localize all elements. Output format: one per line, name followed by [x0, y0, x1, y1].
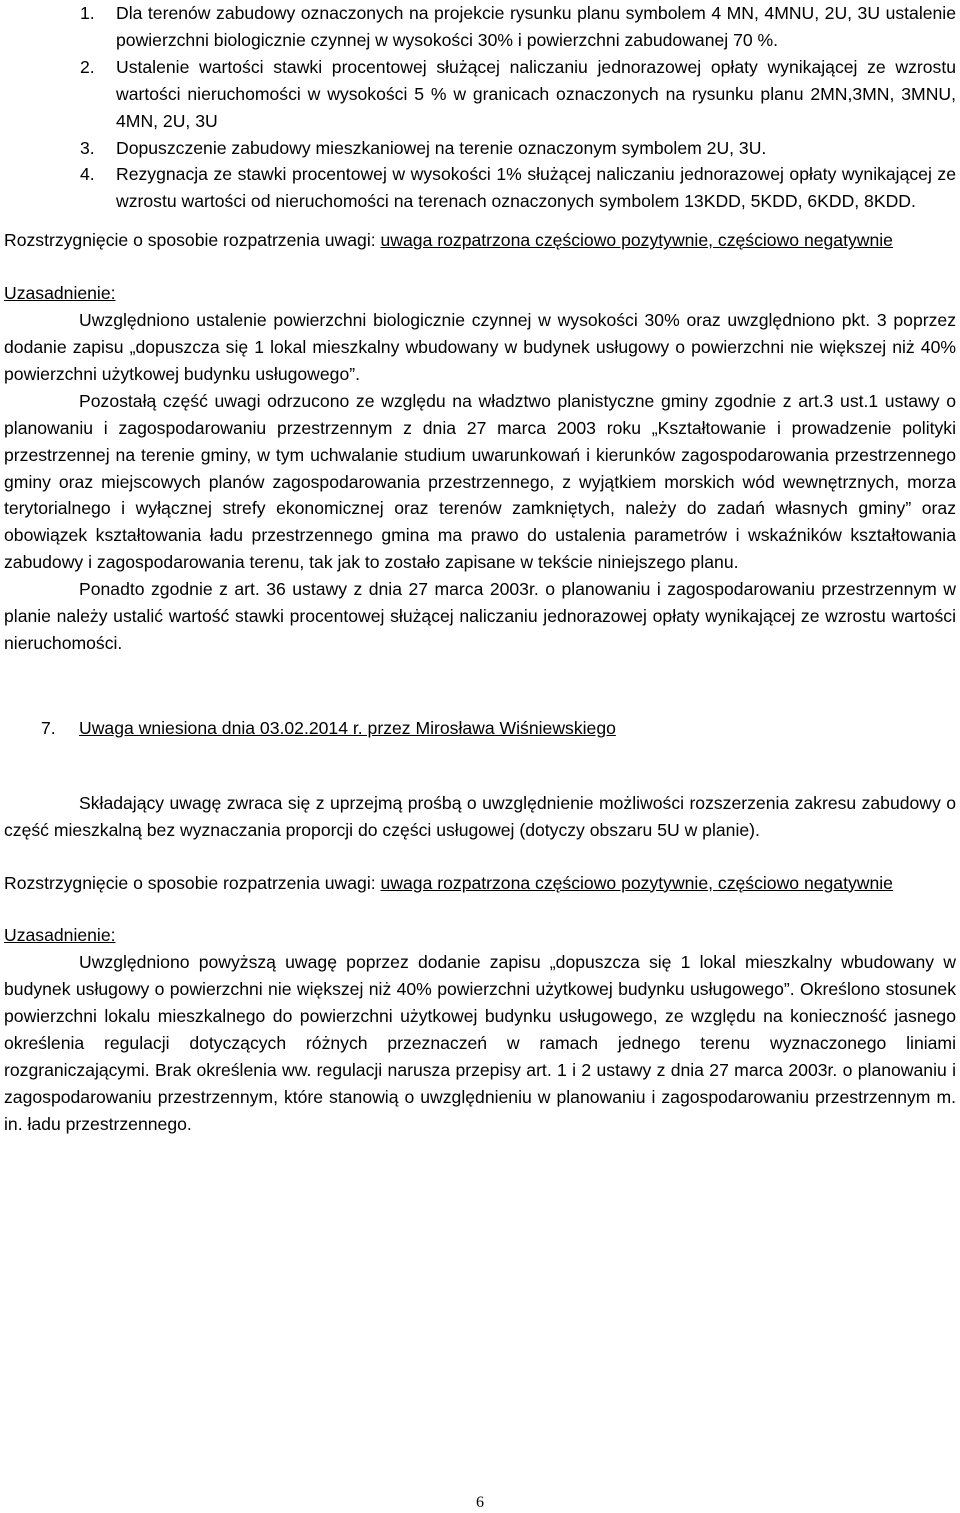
list-item [4, 161, 956, 215]
request-paragraph: Składający uwagę zwraca się z uprzejmą prośbą o uwzględnienie możliwości rozszerzenia zakresu zabudowy o część mieszkalną bez wyznaczania proporcji do części usługowej (dotyczy obszaru 5U w planie). [4, 792, 956, 840]
list-item [4, 0, 956, 54]
decision-value: uwaga rozpatrzona częściowo pozytywnie, częściowo negatywnie [380, 230, 893, 251]
justification-paragraph: Uwzględniono ustalenie powierzchni biologicznie czynnej w wysokości 30% oraz uwzględniono pkt. 3 poprzez dodanie zapisu „dopuszcza się 1 lokal mieszkalny wbudowany w budynek usługowy o powierzchni nie większej niż 40% powierzchni użytkowej budynku usługowego”. [4, 310, 956, 384]
remark-title: Uwaga wniesiona dnia 03.02.2014 r. przez Mirosława Wiśniewskiego [79, 717, 616, 738]
remark-heading [4, 715, 956, 742]
list-item-number: 2. [80, 56, 95, 77]
decision-paragraph [4, 227, 956, 254]
justification-label-line [4, 922, 956, 949]
list-item [4, 135, 956, 162]
justification-label: Uzasadnienie: [4, 925, 116, 946]
list-item-number: 3. [80, 137, 95, 158]
list-item-text: Dla terenów zabudowy oznaczonych na projekcie rysunku planu symbolem 4 MN, 4MNU, 2U, 3U ustalenie powierzchni biologicznie czynnej w wysokości 30% i powierzchni zabudowanej 70 %. [116, 3, 956, 50]
numbered-list [4, 0, 956, 215]
justification-paragraph: Pozostałą część uwagi odrzucono ze względu na władztwo planistyczne gminy zgodnie z art.3 ust.1 ustawy o planowaniu i zagospodarowaniu przestrzennym z dnia 27 marca 2003 roku „Kształtowanie i prowadzenie polityki przestrzennej na terenie gminy, w tym uchwalanie studium uwarunkowań i kierunków zagospodarowania przestrzennego gminy oraz miejscowych planów zagospodarowania przestrzennego, z wyjątkiem morskich wód wewnętrznych, morza terytorialnego i wyłącznej strefy ekonomicznej oraz terenów zamkniętych, należy do zadań własnych gminy” oraz obowiązek kształtowania ładu przestrzennego gmina ma prawo do ustalenia parametrów i wskaźników kształtowania zabudowy i zagospodarowania terenu, tak jak to zostało zapisane w tekście niniejszego planu. [4, 390, 956, 573]
decision-label: Rozstrzygnięcie o sposobie rozpatrzenia uwagi: [4, 872, 376, 893]
remark-number: 7. [41, 717, 56, 738]
justification-label: Uzasadnienie: [4, 283, 116, 304]
justification-label-line [4, 280, 956, 307]
list-item-text: Ustalenie wartości stawki procentowej służącej naliczaniu jednorazowej opłaty wynikającej ze wzrostu wartości nieruchomości w wysokości 5 % w granicach oznaczonych na rysunku planu 2MN,3MN, 3MNU, 4MN, 2U, 3U [116, 56, 956, 131]
decision-value: uwaga rozpatrzona częściowo pozytywnie, częściowo negatywnie [380, 872, 893, 893]
list-item-text: Dopuszczenie zabudowy mieszkaniowej na terenie oznaczonym symbolem 2U, 3U. [116, 137, 767, 158]
list-item-number: 4. [80, 164, 95, 185]
list-item [4, 54, 956, 135]
justification-paragraph: Uwzględniono powyższą uwagę poprzez dodanie zapisu „dopuszcza się 1 lokal mieszkalny wbudowany w budynek usługowy o powierzchni nie większej niż 40% powierzchni użytkowej budynku usługowego”. Określono stosunek powierzchni lokalu mieszkalnego do powierzchni użytkowej budynku usługowego, ze względu na konieczność jasnego określenia regulacji dotyczących różnych przeznaczeń w ramach jednego terenu wyznaczonego liniami rozgraniczającymi. Brak określenia ww. regulacji narusza przepisy art. 1 i 2 ustawy z dnia 27 marca 2003r. o planowaniu i zagospodarowaniu przestrzennym, które stanowią o uwzględnieniu w planowaniu i zagospodarowaniu przestrzennym m. in. ładu przestrzennego. [4, 952, 956, 1134]
decision-label: Rozstrzygnięcie o sposobie rozpatrzenia uwagi: [4, 230, 376, 251]
justification-paragraph: Ponadto zgodnie z art. 36 ustawy z dnia 27 marca 2003r. o planowaniu i zagospodarowaniu przestrzennym w planie należy ustalić wartość stawki procentowej służącej naliczaniu jednorazowej opłaty wynikającej ze wzrostu wartości nieruchomości. [4, 579, 956, 653]
page-number: 6 [476, 1494, 484, 1511]
list-item-number: 1. [80, 3, 95, 23]
decision-paragraph [4, 870, 956, 897]
list-item-text: Rezygnacja ze stawki procentowej w wysokości 1% służącej naliczaniu jednorazowej opłaty wynikającej ze wzrostu wartości od nieruchomości na terenach oznaczonych symbolem 13KDD, 5KDD, 6KDD, 8KDD. [116, 164, 956, 212]
document-page [4, 0, 956, 1138]
